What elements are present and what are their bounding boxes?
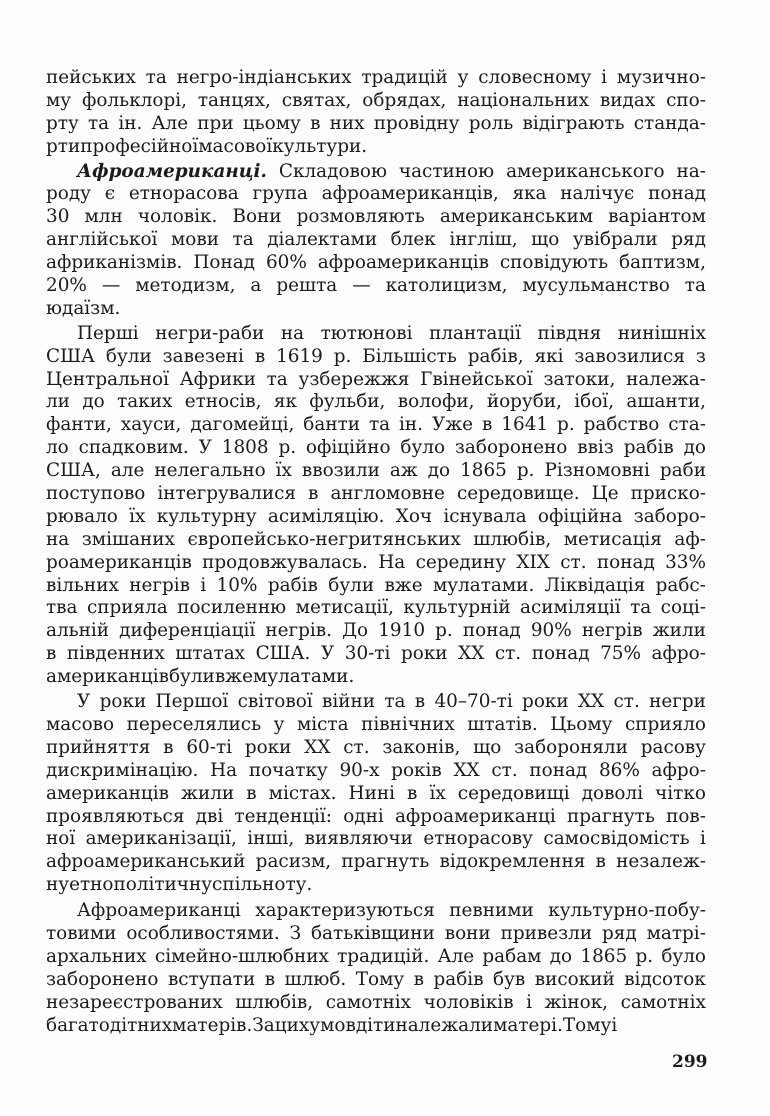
paragraph <box>46 900 706 1037</box>
text-line: в південних штатах США. У 30-ті роки XX ст. понад 75% афро- <box>46 643 706 665</box>
paragraph <box>46 691 706 897</box>
text-line: роамериканців продовжувалась. На середину XIX ст. понад 33% <box>46 551 706 573</box>
text-line: США були завезені в 1619 р. Більшість рабів, які завозилися з <box>46 345 706 367</box>
text-line: юдаїзм. <box>46 297 121 319</box>
text-line: поступово інтегрувалися в англомовне середовище. Це приско- <box>46 483 706 505</box>
text-line: ли до таких етносів, як фульби, волофи, йоруби, ібої, ашанти, <box>46 391 706 413</box>
text-line: Перші негри-раби на тютюнові плантації півдня нинішніх <box>77 322 706 344</box>
text-line: афроамериканський расизм, прагнуть відокремлення в незалеж- <box>46 851 706 873</box>
text-line: му фольклорі, танцях, святах, обрядах, національних видах спо- <box>46 89 706 111</box>
paragraph <box>46 323 706 689</box>
text-line: У роки Першої світової війни та в 40–70-ті роки XX ст. негри <box>77 691 706 713</box>
text-line: заборонено вступати в шлюб. Тому в рабів був високий відсоток <box>46 968 706 990</box>
text-line: вільних негрів і 10% рабів були вже мулатами. Ліквідація рабс- <box>46 574 706 596</box>
paragraph <box>46 161 706 321</box>
text-line: на змішаних європейсько-негритянських шлюбів, метисація аф- <box>46 528 706 550</box>
text-line: ло спадковим. У 1808 р. офіційно було заборонено ввіз рабів до <box>46 437 706 459</box>
text-line: 20% — методизм, а решта — католицизм, мусульманство та <box>46 275 706 297</box>
text-line: альній диференціації негрів. До 1910 р. понад 90% негрів жили <box>46 620 706 642</box>
section-heading: Афроамериканці. <box>77 160 267 182</box>
text-line: пейських та негро-індіанських традицій у словесному і музично- <box>46 67 706 88</box>
text-line: архальних сімейно-шлюбних традицій. Але рабам до 1865 р. було <box>46 945 706 967</box>
text-line: тва сприяла посиленню метисації, культурній асиміляції та соці- <box>46 597 706 619</box>
text-line: рювало їх культурну асиміляцію. Хоч існувала офіційна заборо- <box>46 505 706 527</box>
paragraph <box>46 67 706 159</box>
text-line: товими особливостями. З батьківщини вони привезли ряд матрі- <box>46 922 706 944</box>
text-line: багатодітних матерів. За цих умов діти належали матері. Тому і <box>46 1014 618 1036</box>
text-line: роду є етнорасова група афроамериканців, яка налічує понад <box>46 183 706 205</box>
text-line: американців були вже мулатами. <box>46 666 355 688</box>
text-line: рту та ін. Але при цьому в них провідну роль відіграють станда- <box>46 112 706 134</box>
text-line: незареєстрованих шлюбів, самотніх чоловіків і жінок, самотніх <box>46 991 706 1013</box>
text-line: ної американізації, інші, виявляючи етнорасову самосвідомість і <box>46 828 706 850</box>
text-line: 30 млн чоловік. Вони розмовляють американським варіантом <box>46 206 706 228</box>
text-line: африканізмів. Понад 60% афроамериканців сповідують баптизм, <box>46 252 706 274</box>
text-line: ну етнополітичну спільноту. <box>46 874 313 896</box>
body-text <box>46 67 706 1037</box>
text-line: прийняття в 60-ті роки XX ст. законів, що забороняли расову <box>46 736 706 758</box>
page-number: 299 <box>672 1052 708 1072</box>
text-line: дискримінацію. На початку 90-х років XX ст. понад 86% афро- <box>46 759 706 781</box>
text-line: англійської мови та діалектами блек інгліш, що увібрали ряд <box>46 229 706 251</box>
text-line: Центральної Африки та узбережжя Гвінейської затоки, належа- <box>46 368 706 390</box>
text-line: рти професійної масової культури. <box>46 135 368 157</box>
text-line: масово переселялись у міста північних штатів. Цьому сприяло <box>46 713 706 735</box>
text-line: американців жили в містах. Нині в їх середовищі доволі чітко <box>46 782 706 804</box>
text-line: Афроамериканці характеризуються певними культурно-побу- <box>77 900 706 922</box>
text-line: проявляються дві тенденції: одні афроамериканці прагнуть пов- <box>46 805 706 827</box>
text-line: фанти, хауси, дагомейці, банти та ін. Уже в 1641 р. рабство ста- <box>46 414 706 436</box>
text-line: США, але нелегально їх ввозили аж до 1865 р. Різномовні раби <box>46 460 706 482</box>
text-line: Афроамериканці. Складовою частиною американського на- <box>77 160 706 182</box>
